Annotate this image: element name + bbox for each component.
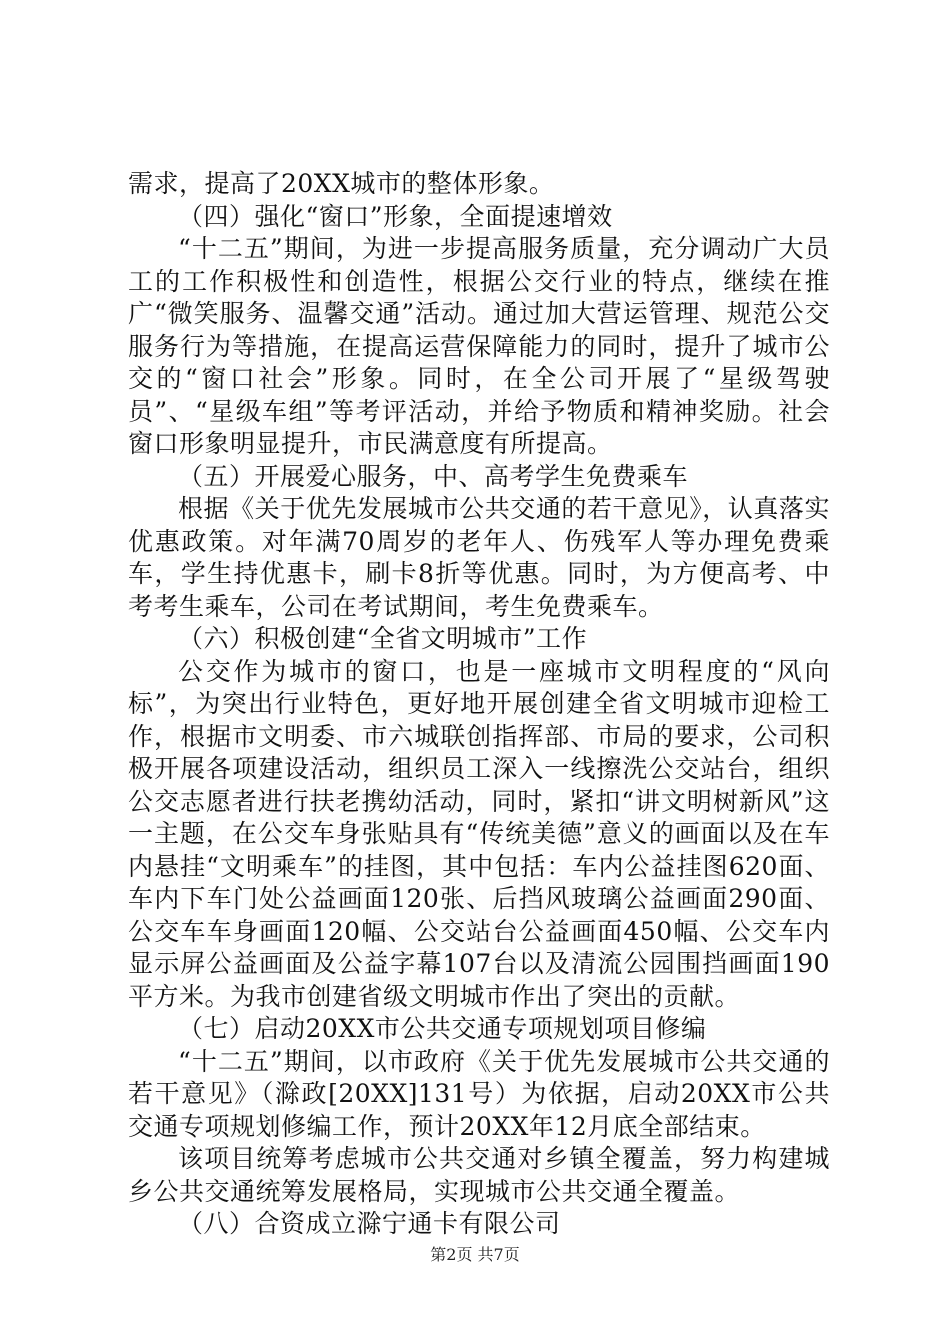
paragraph: 需求，提高了20XX城市的整体形象。 (128, 169, 555, 198)
paragraph: 该项目统筹考虑城市公共交通对乡镇全覆盖，努力构建城乡公共交通统筹发展格局，实现城市公共交通全覆盖。 (128, 1144, 830, 1206)
section-heading: （六）积极创建“全省文明城市”工作 (178, 624, 588, 653)
paragraph: 根据《关于优先发展城市公共交通的若干意见》，认真落实优惠政策。对年满70周岁的老年人、伤残军人等办理免费乘车，学生持优惠卡，刷卡8折等优惠。同时，为方便高考、中考考生乘车，公司在考试期间，考生免费乘车。 (128, 494, 830, 621)
page-footer: 第2页 共7页 (430, 1245, 520, 1264)
document-body (128, 168, 830, 1241)
paragraph: “十二五”期间，为进一步提高服务质量，充分调动广大员工的工作积极性和创造性，根据公交行业的特点，继续在推广“微笑服务、温馨交通”活动。通过加大营运管理、规范公交服务行为等措施，在提高运营保障能力的同时，提升了城市公交的“窗口社会”形象。同时，在全公司开展了“星级驾驶员”、“星级车组”等考评活动，并给予物质和精神奖励。社会窗口形象明显提升，市民满意度有所提高。 (128, 234, 830, 458)
section-heading: （八）合资成立滁宁通卡有限公司 (178, 1209, 561, 1238)
paragraph: “十二五”期间，以市政府《关于优先发展城市公共交通的若干意见》（滁政[20XX]131号）为依据，启动20XX市公共交通专项规划修编工作，预计20XX年12月底全部结束。 (128, 1046, 830, 1141)
paragraph: 公交作为城市的窗口，也是一座城市文明程度的“风向标”，为突出行业特色，更好地开展创建全省文明城市迎检工作，根据市文明委、市六城联创指挥部、市局的要求，公司积极开展各项建设活动，组织员工深入一线擦洗公交站台，组织公交志愿者进行扶老携幼活动，同时，紧扣“讲文明树新风”这一主题，在公交车身张贴具有“传统美德”意义的画面以及在车内悬挂“文明乘车”的挂图，其中包括：车内公益挂图620面、车内下车门处公益画面120张、后挡风玻璃公益画面290面、公交车车身画面120幅、公交站台公益画面450幅、公交车内显示屏公益画面及公益字幕107台以及清流公园围挡画面190平方米。为我市创建省级文明城市作出了突出的贡献。 (128, 656, 830, 1011)
section-heading: （七）启动20XX市公共交通专项规划项目修编 (178, 1014, 707, 1043)
section-heading: （五）开展爱心服务，中、高考学生免费乘车 (178, 461, 689, 491)
section-heading: （四）强化“窗口”形象，全面提速增效 (178, 201, 613, 231)
